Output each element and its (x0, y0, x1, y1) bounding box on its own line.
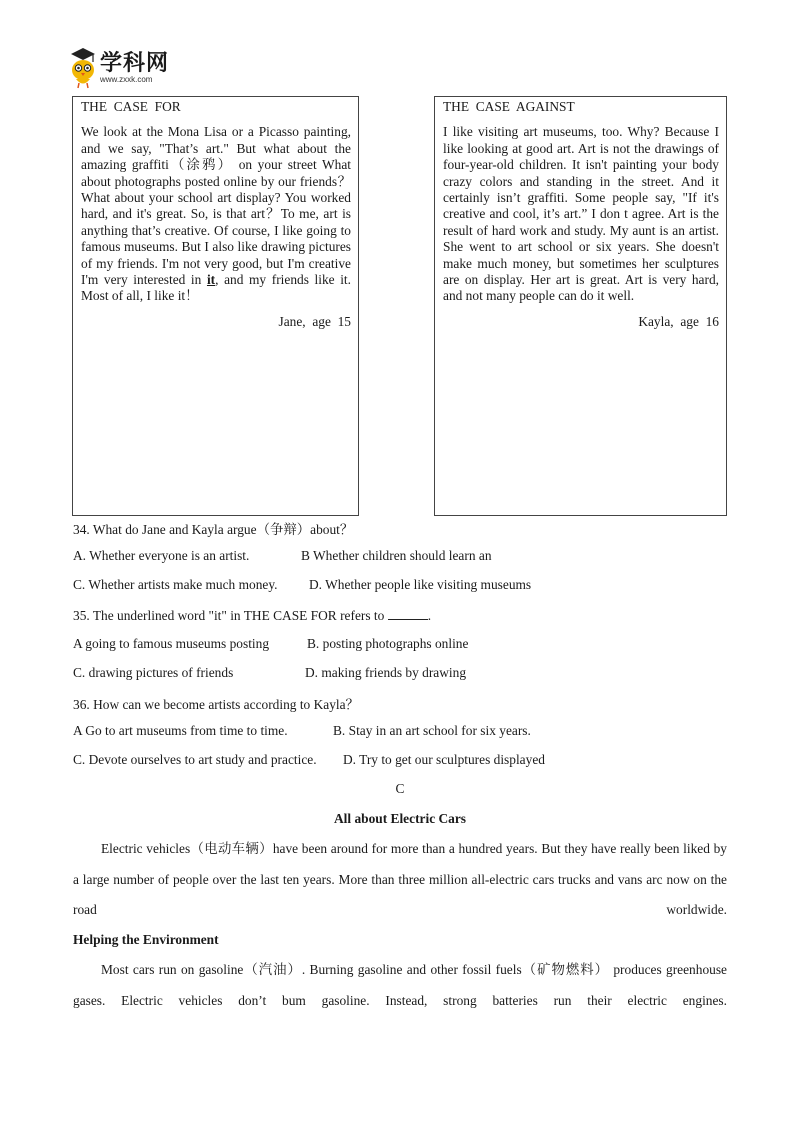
case-for-title: THE CASE FOR (81, 99, 181, 114)
section-letter: C (395, 781, 405, 796)
mascot-icon (68, 46, 98, 90)
q36-option-b: B. Stay in an art school for six years. (333, 723, 531, 738)
q34-option-d: D. Whether people like visiting museums (309, 577, 532, 592)
q35-option-d: D. making friends by drawing (305, 665, 467, 680)
q36-option-c: C. Devote ourselves to art study and practice. (73, 752, 317, 767)
article-paragraph-1-text: Electric vehicles（电动车辆）have been around for more than a hundred years. But they have really been liked by a large number of people over the last ten years. More than three million all-electric cars trucks and vans arc now on the road worldwide. (73, 841, 727, 917)
article-paragraph-2 (73, 955, 727, 1016)
site-logo (68, 44, 198, 92)
q36-option-a: A Go to art museums from time to time. (73, 723, 288, 738)
q34-option-b: B Whether children should learn an (301, 548, 492, 563)
article-paragraph-2-text: Most cars run on gasoline（汽油）. Burning gasoline and other fossil fuels（矿物燃料） produces greenhouse gases. Electric vehicles don’t bum gasoline. Instead, strong batteries run their electric engines. (73, 962, 727, 1008)
underlined-word: it (206, 272, 216, 288)
q35-option-b: B. posting photographs online (307, 636, 469, 651)
case-against-signature: Kayla, age 16 (638, 313, 719, 329)
case-against-title: THE CASE AGAINST (443, 99, 575, 114)
article-paragraph-1 (73, 834, 727, 926)
question-35-text: 35. The underlined word "it" in THE CASE FOR refers to (73, 608, 385, 623)
case-for-box (72, 96, 359, 516)
case-against-box (434, 96, 727, 516)
logo-url: www.zxxk.com (100, 75, 153, 84)
case-for-body-text: We look at the Mona Lisa or a Picasso painting, and we say, "That’s art." But what about the amazing graffiti（涂鸦） on your street What about photographs posted online by our friends？ What about your school art display? You worked hard, and it's great. So, is that art？To me, art is anything that’s creative. Of course, I like going to famous museums. But I also like drawing pictures of my friends. I'm not very good, but I'm creative I'm very interested in (81, 124, 351, 288)
case-for-body (81, 124, 351, 304)
q35-option-c: C. drawing pictures of friends (73, 665, 234, 680)
article-title: All about Electric Cars (333, 811, 467, 826)
question-36: 36. How can we become artists according to Kayla？ (73, 697, 359, 712)
q34-option-c: C. Whether artists make much money. (73, 577, 278, 592)
question-34: 34. What do Jane and Kayla argue（争辩）about？ (73, 522, 354, 537)
question-35-end: . (427, 608, 432, 623)
case-for-body-end: , and my friends like it. Most of all, I like it！ (81, 272, 351, 304)
question-35 (73, 607, 431, 624)
section-heading: Helping the Environment (73, 932, 219, 947)
case-against-body: I like visiting art museums, too. Why? Because I like looking at good art. Art is not the drawings of four-year-old children. It isn't painting your body crazy colors and standing in the street. And it certainly isn’t graffiti. Some people say, "If it's creative and cool, it’s art.” I don t agree. Art is the result of hard work and study. My aunt is an artist. She went to art school or six years. She doesn't make much money, but sometimes her sculptures are on display. Her art is great. Art is very hard, and not many people can do it well. (443, 124, 719, 304)
q34-option-a: A. Whether everyone is an artist. (73, 548, 250, 563)
q35-option-a: A going to famous museums posting (73, 636, 270, 651)
answer-blank (388, 607, 428, 620)
q36-option-d: D. Try to get our sculptures displayed (343, 752, 545, 767)
case-for-signature: Jane, age 15 (278, 313, 351, 329)
logo-text: 学科网 (100, 51, 170, 76)
